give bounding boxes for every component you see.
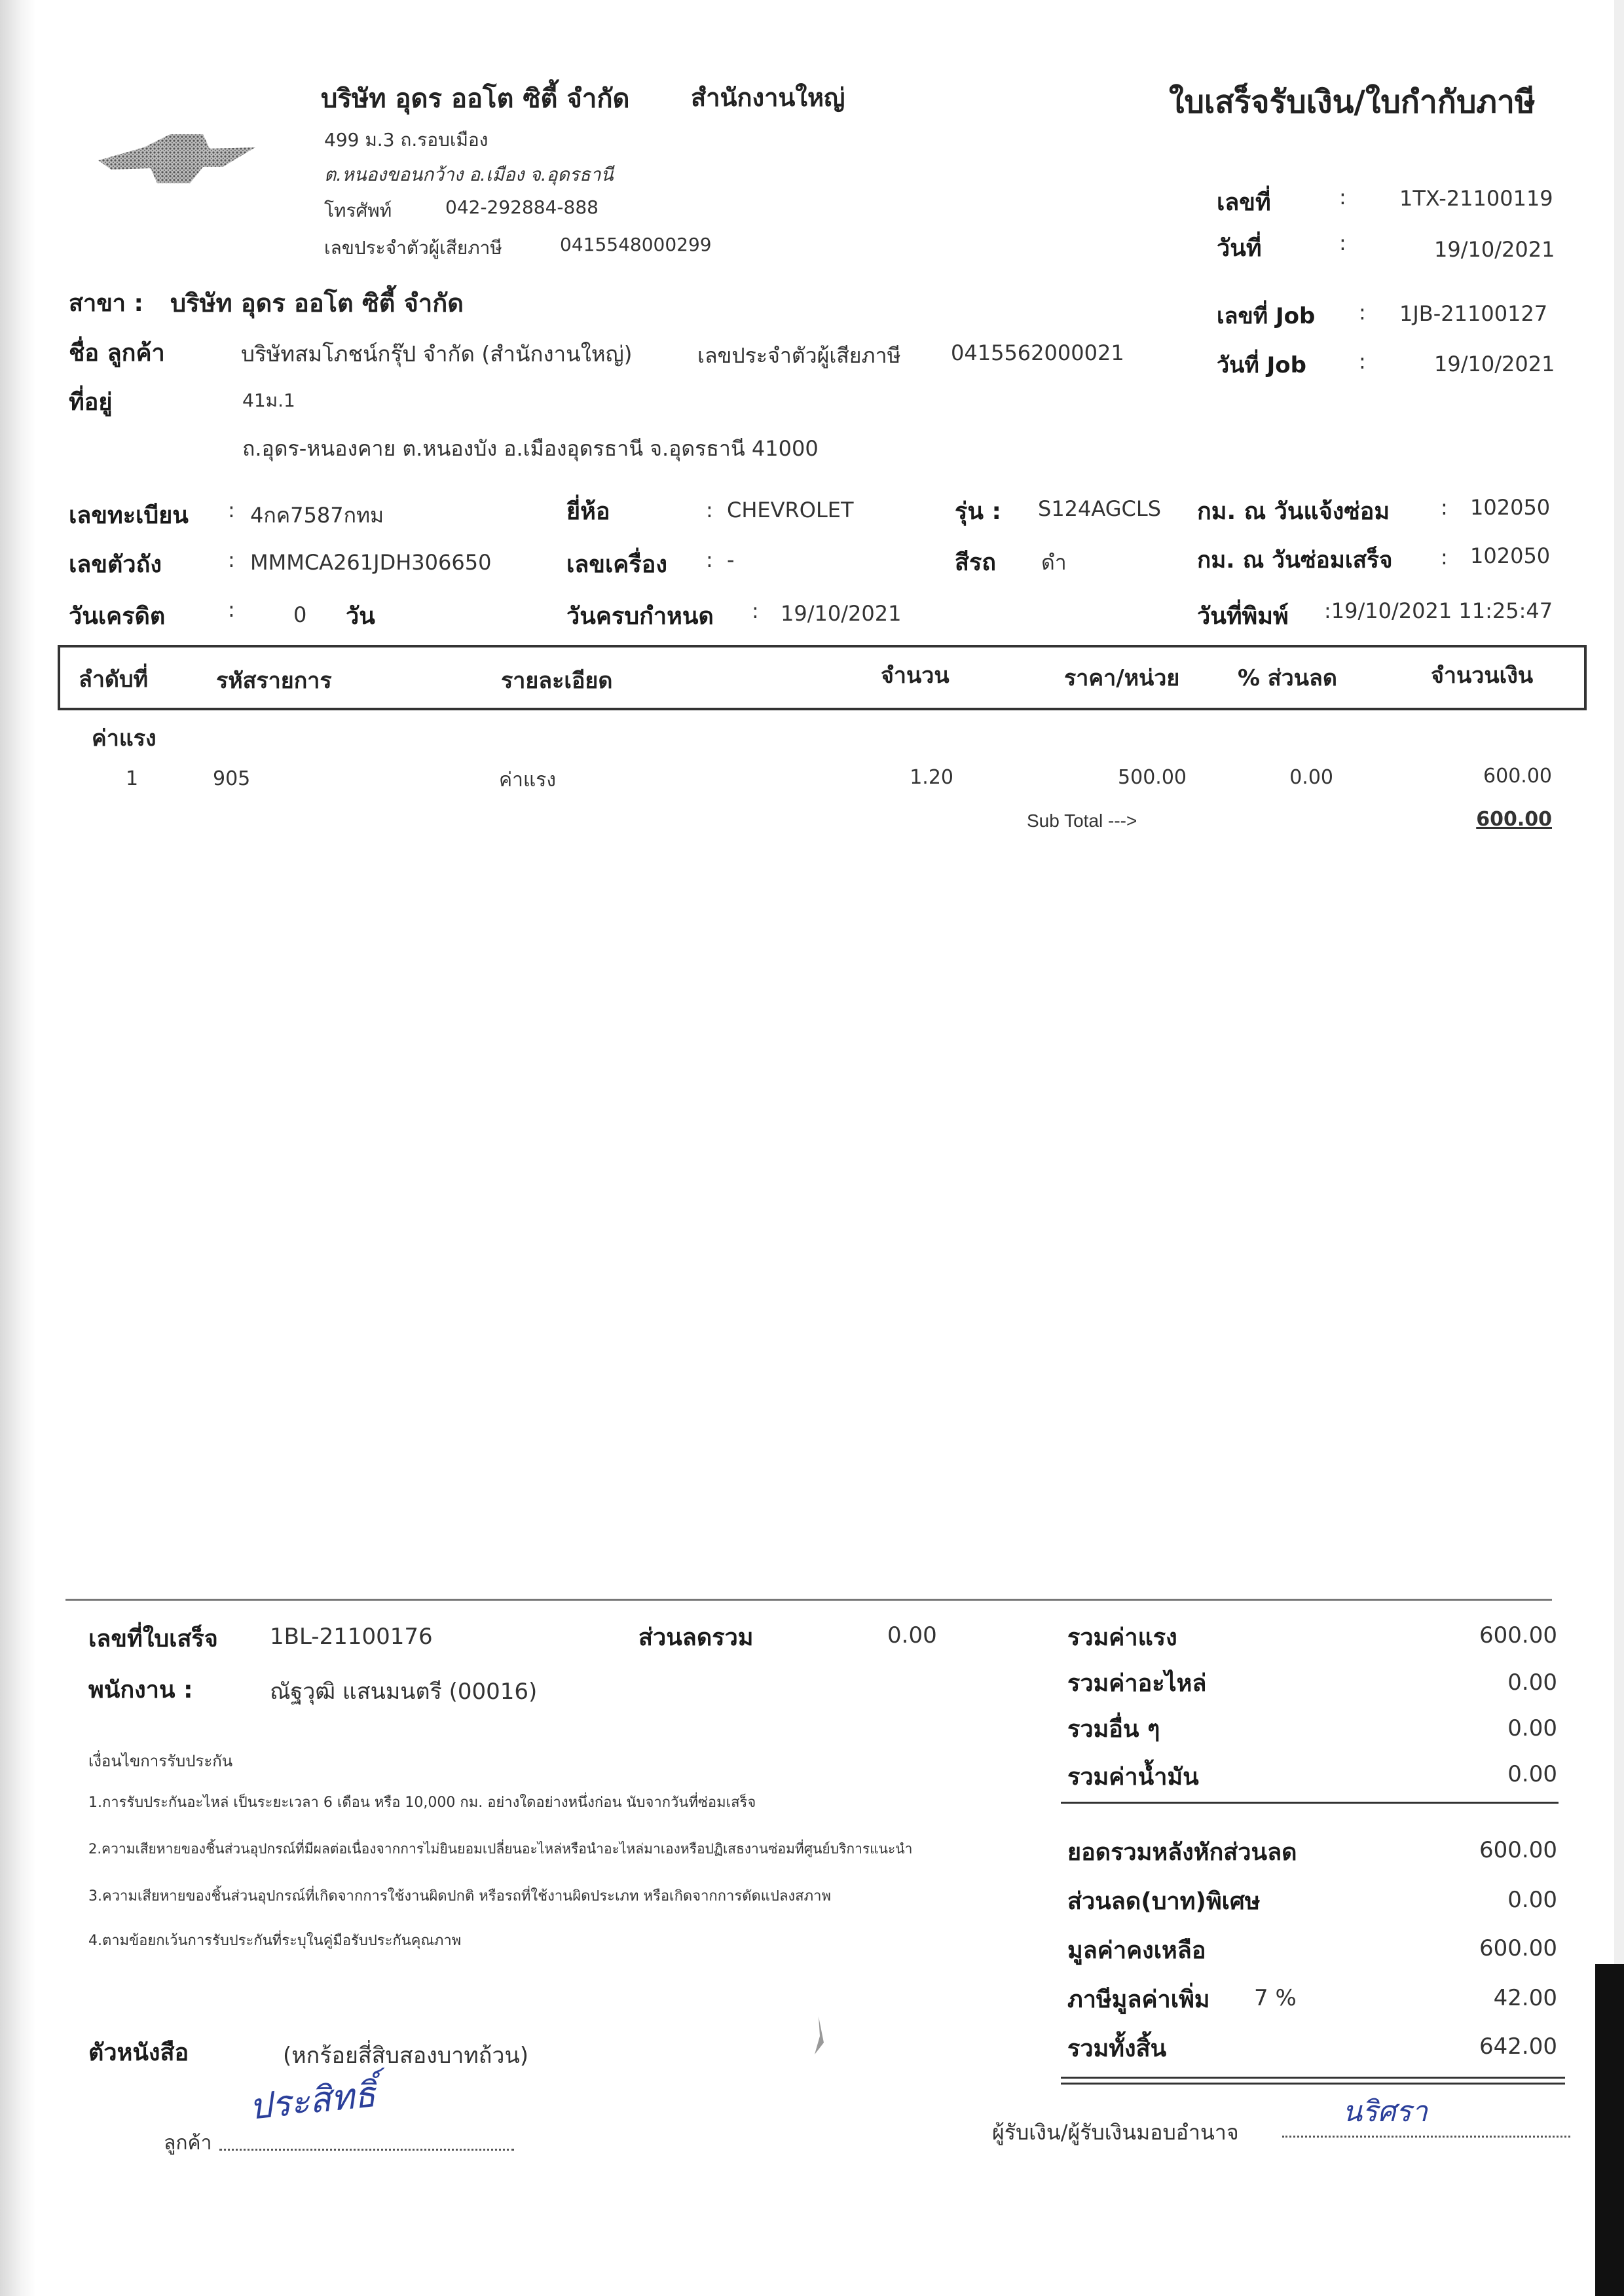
job-number-colon: :	[1359, 300, 1366, 325]
warranty-item-2: 2.ความเสียหายของชิ้นส่วนอุปกรณ์ที่มีผลต่อเนื่องจากการไม่ยินยอมเปลี่ยนอะไหล่หรือนำอะไหล่มาเองหรือปฏิเสธงานซ่อมที่ศูนย์บริการแนะนำ	[88, 1841, 913, 1857]
scan-edge-left	[0, 0, 36, 2296]
km-in-label: กม. ณ วันแจ้งซ่อม	[1197, 498, 1390, 525]
plate-value: 4กค7587กทม	[250, 503, 384, 528]
customer-sign-label: ลูกค้า	[164, 2132, 212, 2155]
remaining-value-label: มูลค่าคงเหลือ	[1067, 1937, 1206, 1964]
total-labor-value: 600.00	[1479, 1622, 1557, 1649]
receiver-sign-line	[1282, 2136, 1570, 2138]
item-discount: 0.00	[1289, 766, 1333, 789]
doc-number: 1TX-21100119	[1399, 186, 1553, 211]
customer-signature: ประสิทธิ์	[247, 2073, 378, 2128]
scan-edge-right-top	[1614, 0, 1624, 1964]
plate-colon: :	[228, 498, 235, 522]
customer-taxid-label: เลขประจำตัวผู้เสียภาษี	[697, 343, 901, 368]
job-date-label: วันที่ Job	[1217, 352, 1306, 378]
due-value: 19/10/2021	[781, 601, 902, 626]
branch-label: สาขา :	[69, 290, 143, 317]
col-header-desc: รายละเอียด	[501, 668, 613, 694]
job-date-colon: :	[1359, 349, 1366, 374]
subtotal-value: 600.00	[1476, 808, 1552, 831]
scan-edge-right	[1595, 1964, 1624, 2296]
receiver-label: ผู้รับเงิน/ผู้รับเงินมอบอำนาจ	[992, 2120, 1239, 2145]
col-header-discount: % ส่วนลด	[1238, 665, 1337, 691]
scan-mark	[812, 2016, 825, 2056]
branch-value: บริษัท อุดร ออโต ซิตี้ จำกัด	[170, 289, 464, 318]
staff-name: ณัฐวุฒิ แสนมนตรี (00016)	[270, 1679, 538, 1705]
credit-unit: วัน	[346, 603, 375, 630]
color-label: สีรถ	[955, 549, 997, 576]
model-label: รุ่น :	[955, 498, 1001, 525]
receiver-signature: นริศรา	[1342, 2095, 1428, 2128]
special-discount-label: ส่วนลด(บาท)พิเศษ	[1067, 1888, 1261, 1915]
amount-words-label: ตัวหนังสือ	[88, 2039, 189, 2066]
doc-number-label: เลขที่	[1217, 189, 1271, 216]
item-price: 500.00	[1118, 766, 1187, 789]
brand-label: ยี่ห้อ	[566, 498, 610, 525]
customer-name: บริษัทสมโภชน์กรุ๊ป จำกัด (สำนักงานใหญ่)	[241, 341, 633, 367]
engine-value: -	[727, 547, 735, 572]
company-name: บริษัท อุดร ออโต ซิตี้ จำกัด	[321, 84, 630, 114]
vat-rate: 7 %	[1254, 1985, 1297, 2011]
due-label: วันครบกำหนด	[566, 603, 714, 630]
col-header-amount: จำนวนเงิน	[1431, 663, 1534, 689]
company-logo	[98, 128, 255, 190]
job-number: 1JB-21100127	[1399, 301, 1548, 326]
discount-total: 0.00	[887, 1622, 937, 1649]
document-title: ใบเสร็จรับเงิน/ใบกำกับภาษี	[1169, 84, 1536, 120]
company-address-1: 499 ม.3 ถ.รอบเมือง	[324, 129, 489, 151]
company-phone: 042-292884-888	[445, 196, 599, 218]
items-section-label: ค่าแรง	[92, 725, 157, 752]
company-taxid: 0415548000299	[560, 234, 712, 255]
warranty-item-3: 3.ความเสียหายของชิ้นส่วนอุปกรณ์ที่เกิดจากการใช้งานผิดปกติ หรือรถที่ใช้งานผิดประเภท หรือเกิดจากการดัดแปลงสภาพ	[88, 1888, 831, 1904]
credit-value: 0	[293, 602, 307, 627]
customer-address-2: ถ.อุดร-หนองคาย ต.หนองบัง อ.เมืองอุดรธานี จ.อุดรธานี 41000	[242, 436, 819, 461]
km-out-value: 102050	[1470, 543, 1551, 568]
job-number-label: เลขที่ Job	[1217, 303, 1316, 329]
job-date: 19/10/2021	[1434, 352, 1555, 376]
receipt-number-label: เลขที่ใบเสร็จ	[88, 1626, 218, 1652]
km-out-colon: :	[1441, 545, 1448, 570]
col-header-qty: จำนวน	[881, 663, 950, 689]
credit-colon: :	[228, 597, 235, 622]
color-value: ดำ	[1041, 550, 1067, 575]
engine-label: เลขเครื่อง	[566, 551, 667, 578]
item-amount: 600.00	[1483, 765, 1552, 788]
total-oil-value: 0.00	[1507, 1761, 1557, 1787]
warranty-item-1: 1.การรับประกันอะไหล่ เป็นระยะเวลา 6 เดือน หรือ 10,000 กม. อย่างใดอย่างหนึ่งก่อน นับจากวันที่ซ่อมเสร็จ	[88, 1795, 756, 1811]
brand-colon: :	[706, 498, 713, 522]
km-in-value: 102050	[1470, 495, 1551, 520]
col-header-code: รหัสรายการ	[216, 668, 332, 694]
subtotal-label: Sub Total --->	[1027, 811, 1137, 831]
net-after-discount-label: ยอดรวมหลังหักส่วนลด	[1067, 1839, 1297, 1866]
item-no: 1	[126, 767, 139, 790]
doc-date: 19/10/2021	[1434, 237, 1555, 262]
print-date: :19/10/2021 11:25:47	[1324, 598, 1553, 623]
vat-value: 42.00	[1493, 1985, 1557, 2011]
item-desc: ค่าแรง	[499, 769, 557, 792]
customer-sign-line	[219, 2149, 514, 2151]
special-discount-value: 0.00	[1507, 1887, 1557, 1913]
discount-total-label: ส่วนลดรวม	[638, 1624, 754, 1651]
company-taxid-label: เลขประจำตัวผู้เสียภาษี	[324, 237, 502, 259]
receipt-number: 1BL-21100176	[270, 1624, 433, 1650]
km-out-label: กม. ณ วันซ่อมเสร็จ	[1197, 547, 1393, 574]
km-in-colon: :	[1441, 495, 1448, 520]
customer-address-label: ที่อยู่	[69, 389, 113, 416]
total-parts-label: รวมค่าอะไหล่	[1067, 1670, 1207, 1697]
doc-date-colon: :	[1339, 230, 1346, 255]
net-after-discount-value: 600.00	[1479, 1837, 1557, 1863]
engine-colon: :	[706, 547, 713, 572]
remaining-value: 600.00	[1479, 1935, 1557, 1961]
chassis-label: เลขตัวถัง	[69, 551, 162, 578]
due-colon: :	[752, 598, 759, 623]
vat-label: ภาษีมูลค่าเพิ่ม	[1067, 1986, 1210, 2013]
brand-value: CHEVROLET	[727, 498, 854, 522]
col-header-price: ราคา/หน่วย	[1064, 665, 1180, 691]
amount-words: (หกร้อยสี่สิบสองบาทถ้วน)	[283, 2043, 528, 2069]
grand-total-value: 642.00	[1479, 2033, 1557, 2060]
total-oil-label: รวมค่าน้ำมัน	[1067, 1764, 1199, 1791]
company-address-2: ต.หนองขอนกว้าง อ.เมือง จ.อุดรธานี	[324, 164, 614, 185]
customer-address-1: 41ม.1	[242, 390, 295, 411]
grand-total-double-line-2	[1061, 2083, 1565, 2085]
company-office: สำนักงานใหญ่	[691, 83, 845, 112]
staff-label: พนักงาน :	[88, 1677, 193, 1704]
item-qty: 1.20	[910, 766, 953, 789]
company-phone-label: โทรศัพท์	[324, 200, 392, 221]
warranty-item-4: 4.ตามข้อยกเว้นการรับประกันที่ระบุในคู่มือรับประกันคุณภาพ	[88, 1933, 462, 1949]
item-code: 905	[213, 767, 251, 790]
grand-total-label: รวมทั้งสิ้น	[1067, 2035, 1167, 2062]
chassis-colon: :	[228, 547, 235, 572]
credit-label: วันเครดิต	[69, 603, 166, 630]
plate-label: เลขทะเบียน	[69, 502, 189, 529]
model-value: S124AGCLS	[1038, 496, 1161, 521]
total-other-value: 0.00	[1507, 1715, 1557, 1741]
total-parts-value: 0.00	[1507, 1669, 1557, 1696]
chassis-value: MMMCA261JDH306650	[250, 550, 492, 575]
customer-taxid: 0415562000021	[951, 340, 1124, 365]
warranty-title: เงื่อนไขการรับประกัน	[88, 1752, 233, 1770]
customer-name-label: ชื่อ ลูกค้า	[69, 340, 165, 367]
doc-number-colon: :	[1339, 185, 1346, 210]
grand-total-double-line-1	[1061, 2077, 1565, 2079]
total-labor-label: รวมค่าแรง	[1067, 1624, 1177, 1651]
doc-date-label: วันที่	[1217, 235, 1262, 262]
total-other-label: รวมอื่น ๆ	[1067, 1716, 1160, 1743]
footer-divider	[65, 1599, 1552, 1601]
col-header-no: ลำดับที่	[79, 666, 149, 693]
totals-divider	[1061, 1802, 1559, 1804]
print-date-label: วันที่พิมพ์	[1197, 603, 1289, 630]
